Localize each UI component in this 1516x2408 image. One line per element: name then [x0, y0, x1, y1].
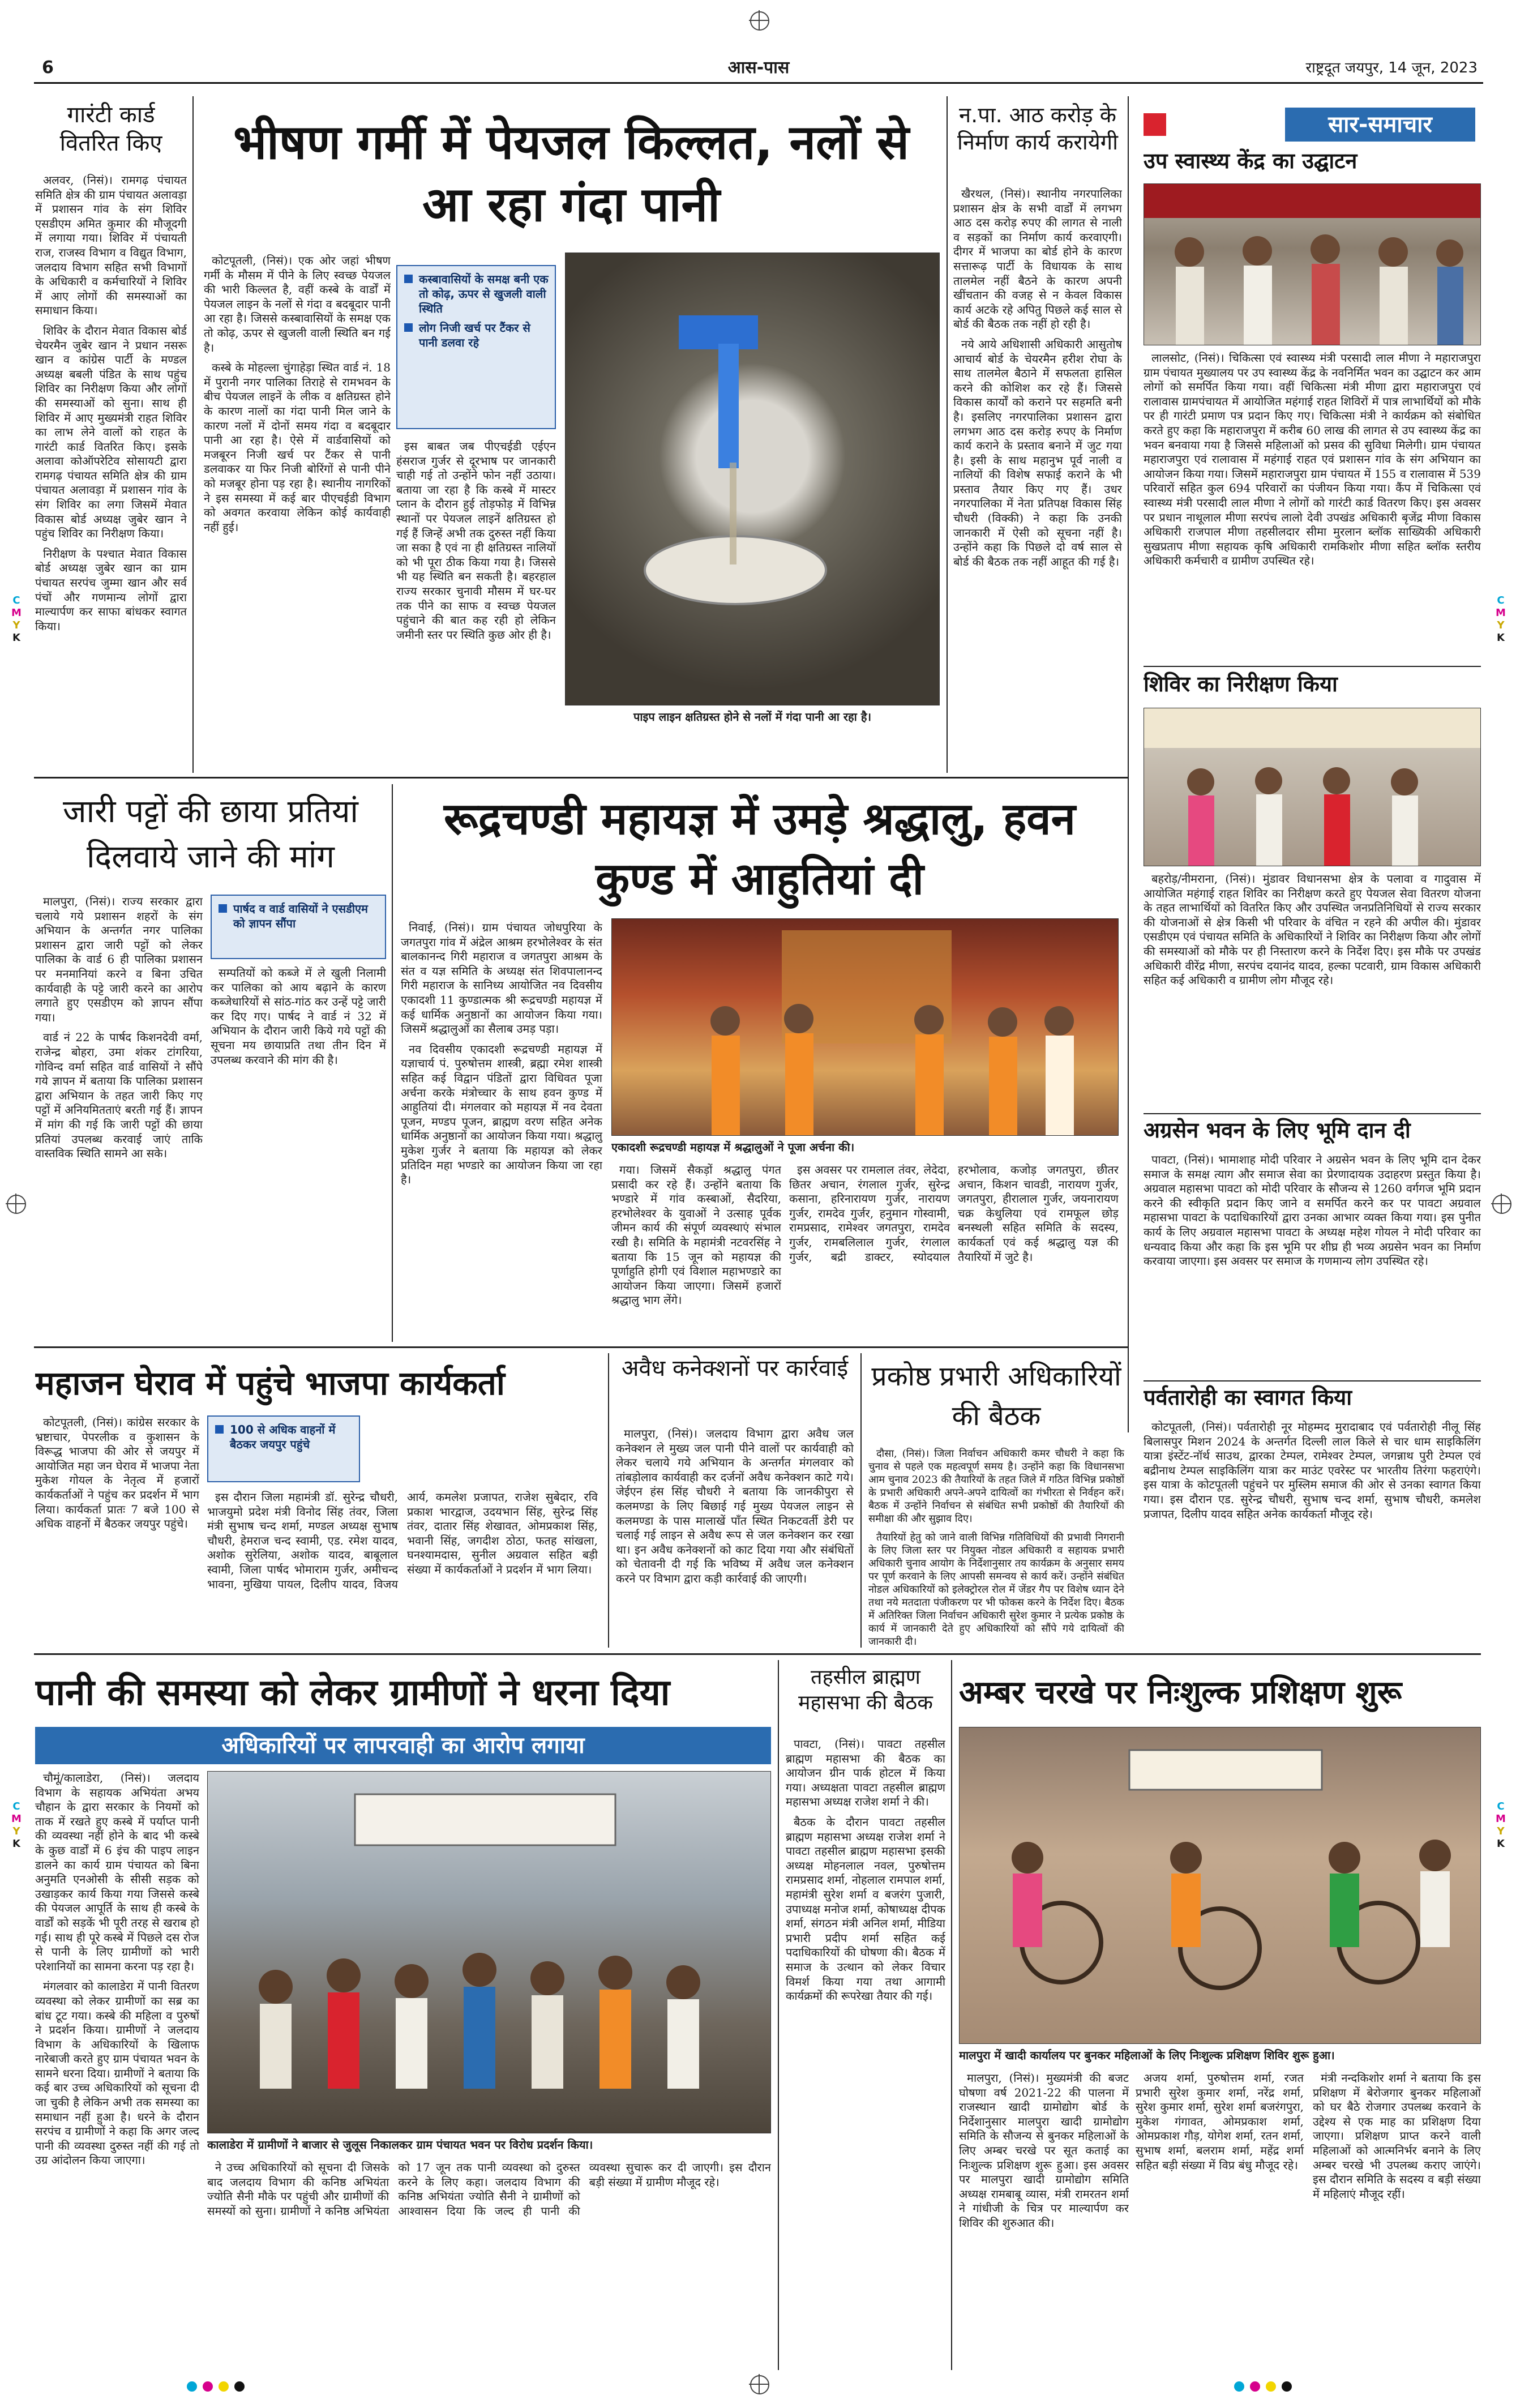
paragraph: शिविर के दौरान मेवात विकास बोर्ड चेयरमैन जुबेर खान ने प्रधान नसरू खान व कांग्रेस पार्टी के मण्डल अध्यक्ष बबली पंडित के साथ पहुंच शिविर का निरीक्षण किया और लोगों की समस्याओं को सुना। साथ ही शिविर में आए मुख्यमंत्री राहत शिविर का लाभ लेने वालों को राहत के गारंटी कार्ड वितरित किए। इसके अलावा कोऑपरेटिव सोसायटी द्वारा रामगढ़ पंचायत समिति क्षेत्र की ग्राम पंचायत अलावड़ा में प्रशासन गांव के संग शिविर का लगा जिसमें मेवात विकास बोर्ड अध्यक्ष जुबेर खान ने पहुंच शिविर का निरीक्षण किया।: [35, 323, 187, 541]
paragraph: पावटा, (निसं)। भामाशाह मोदी परिवार ने अग्रसेन भवन के लिए भूमि दान देकर समाज के समक्ष त्याग और समाज सेवा का प्रेरणादायक उदाहरण प्रस्तुत किया है। अग्रवाल महासभा पावटा को मोदी परिवार के सौजन्य से 1260 वर्गगज भूमि प्रदान करने की स्वीकृति प्रदान किए जाने व समर्पित करने कर पर पावटा अग्रवाल महासभा पावटा के पदाधिकारियों द्वारा उनका आभार व्यक्त किया गया। इस पुनीत कार्य के लिए अग्रवाल महासभा पावटा के अध्यक्ष महेश गोयल ने मोदी परिवार का धन्यवाद किया और कहा कि इस भूमि पर शीघ्र ही भव्य अग्रसेन भवन का निर्माण करवाया जाएगा। इस अवसर पर समाज के गणमान्य लोग उपस्थित रहे।: [1144, 1153, 1481, 1268]
article-ambar-col2: [1136, 2071, 1481, 2370]
headline-lease-copies: जारी पट्टों की छाया प्रतियां दिलवाये जाने की मांग: [63, 793, 358, 875]
paragraph: दौसा, (निसं)। जिला निर्वाचन अधिकारी कमर चौधरी ने कहा कि चुनाव से पहले एक महत्वपूर्ण समय है। उन्होंने कहा कि विधानसभा आम चुनाव 2023 की तैयारियों के तहत जिले में गठित विभिन्न प्रकोष्ठों के प्रभारी अधिकारी अपने-अपने दायित्वों का गंभीरता से निर्वहन करें। बैठक में उन्होंने निर्वाचन से संबंधित सभी प्रकोष्ठों की तैयारियों की समीक्षा की और सुझाव दिए।: [868, 1448, 1124, 1525]
priests-icon: [612, 919, 1119, 1136]
highlight-item: कस्बावासियों के समक्ष बनी एक तो कोढ़, ऊपर से खुजली वाली स्थिति: [404, 272, 549, 316]
paragraph: लालसोट, (निसं)। चिकित्सा एवं स्वास्थ्य मंत्री परसादी लाल मीणा ने महाराजपुरा ग्राम पंचायत मुख्यालय पर उप स्वास्थ्य केंद्र के नवनिर्मित भवन का उद्घाटन कर आम लोगों को समर्पित किया गया। वहीं चिकित्सा मंत्री मीणा द्वारा महाराजपुरा एवं रालावास ग्रामपंचायत में आयोजित महंगाई राहत शिविरों में पात्र लाभार्थियों को मौके पर ही गारंटी प्रमाण पत्र प्रदान किए गए। चिकित्सा मंत्री ने कार्यक्रम को संबोधित करते हुए कहा कि महाराजपुरा में करीब 60 लाख की लागत से उप स्वास्थ्य केंद्र का भवन बनवाया गया है जिससे महिलाओं को प्रसव की सुविधा मिलेगी। ग्राम पंचायत महाराजपुरा एवं रालावास में महंगाई राहत एवं प्रशासन गांव के संग अभियान का आयोजन किया गया। जिसमें महाराजपुरा ग्राम पंचायत में 155 व रालावास में 539 परिवारों सहित कुल 694 परिवारों का पंजीयन किया गया। कैंप में चिकित्सा एवं स्वास्थ्य मंत्री परसादी लाल मीणा ने लोगों को गारंटी कार्ड वितरण किए। इस अवसर पर प्रधान नाथूलाल मीणा सरपंच लालो देवी उपखंड अधिकारी बृजेंद्र मीणा विकास अधिकारी राजपाल मीणा तहसीलदार सीमा मुरलान ब्लॉक साख्यिकी अधिकारी सुखप्रताप मीणा सहायक कृषि अधिकारी रामकिशोर मीणा सहित ब्लॉक स्तरीय अधिकारी कर्मचारी व ग्रामीण उपस्थित रहे।: [1144, 351, 1481, 568]
photo-dharna: [207, 1771, 771, 2133]
paragraph: कोटपूतली, (निसं)। एक ओर जहां भीषण गर्मी के मौसम में पीने के लिए स्वच्छ पेयजल की भारी किल्लत है, वहीं कस्बे के वार्डों में पेयजल लाइन के नलों से गंदा व बदबूदार पानी आ रहा है। जिससे कस्बावासियों के समक्ष एक तो कोढ़, ऊपर से खुजली वाली स्थिति बन गई है।: [204, 254, 391, 354]
article-illegal-conn: [616, 1427, 854, 1648]
cmyk-c: C: [1497, 594, 1505, 606]
cmyk-m: M: [11, 1813, 22, 1825]
cmyk-m: M: [11, 607, 22, 619]
cmyk-strip-left-2: [10, 1800, 23, 1851]
cmyk-k: K: [1497, 1838, 1505, 1850]
cmyk-y: Y: [1497, 1825, 1505, 1837]
tap-icon: [566, 253, 940, 705]
dot-yellow: [1266, 2381, 1276, 2392]
column-divider: [947, 96, 948, 773]
article-lease-col2: [211, 966, 386, 1342]
red-stamp: [1144, 113, 1166, 136]
headline-ambar: अम्बर चरखे पर निःशुल्क प्रशिक्षण शुरू: [959, 1674, 1402, 1711]
dot-yellow: [219, 2381, 229, 2392]
page-number: 6: [42, 58, 54, 78]
article-parvatrohi: [1144, 1420, 1481, 1642]
caption-ambar: मालपुरा में खादी कार्यालय पर बुनकर महिलाओं के लिए निःशुल्क प्रशिक्षण शिविर शुरू हुआ।: [959, 2048, 1335, 2062]
camp-people-icon: [1144, 708, 1481, 866]
section-divider: [1144, 666, 1481, 667]
cmyk-c: C: [12, 594, 20, 606]
paragraph: कोटपूतली, (निसं)। कांग्रेस सरकार के भ्रष्टाचार, पेपरलीक व कुशासन के विरूद्ध भाजपा की ओर से जयपुर में आयोजित महा जन घेराव में भाजपा नेता मुकेश गोयल के नेतृत्व में हजारों कार्यकर्ताओं ने पहुंच कर प्रदर्शन में भाग लिया। कार्यकर्ता प्रातः 7 बजे 100 से अधिक वाहनों में बैठकर जयपुर पहुंचे।: [35, 1415, 199, 1531]
headline-water-crisis: भीषण गर्मी में पेयजल किल्लत, नलों से आ रहा गंदा पानी: [233, 114, 909, 232]
cmyk-strip-left: [10, 594, 23, 645]
caption-yagya: एकादशी रूद्रचण्डी महायज्ञ में श्रद्धालुओं ने पूजा अर्चना की।: [611, 1140, 855, 1154]
cmyk-k: K: [12, 1838, 20, 1850]
article-brahmin-col1: [786, 1737, 945, 2370]
paragraph: कोटपूतली, (निसं)। पर्वतारोही नूर मोहम्मद मुरादाबाद एवं पर्वतारोही नीलू सिंह बिलासपुर मिशन 2024 के अन्तर्गत दिल्ली लाल किले से चार धाम साइकिलिंग यात्रा इंस्टेंट-नॉर्थ साउथ, द्वारका टेम्पल, रामेश्वर टेम्पल, जगन्नाथ पुरी टेम्पल एवं बद्रीनाथ टेम्पल साइकिलिंग यात्रा कर माउंट एवरेस्ट पर भारतीय तिरंगा फहराएंगे। इस यात्रा के कोटपूतली पहुंचने पर मुस्लिम समाज की ओर से उनका स्वागत किया गया। इस दौरान एड. सुरेन्द्र चौधरी, सुभाष चन्द शर्मा, सुभाष चौधरी, कमलेश प्रजापत, दिलीप यादव सहित अनेक कार्यकर्ता मौजूद रहे।: [1144, 1420, 1481, 1521]
article-np-works: [953, 187, 1122, 770]
article-rudrachandi-col1: [401, 921, 602, 1342]
headline-brahmin: तहसील ब्राह्मण महासभा की बैठक: [798, 1666, 933, 1714]
headline-dharna: पानी की समस्या को लेकर ग्रामीणों ने धरना दिया: [35, 1672, 670, 1714]
article-cell-officials: [868, 1447, 1124, 1648]
color-dots-left: [187, 2381, 289, 2395]
photo-dirty-water: [565, 253, 940, 705]
highlight-box-lease: [211, 895, 386, 959]
cmyk-y: Y: [12, 1825, 20, 1837]
dot-cyan: [187, 2381, 197, 2392]
column-divider: [860, 1353, 862, 1648]
paragraph: अजय शर्मा, पुरुषोत्तम शर्मा, रजत प्रभारी सुरेश कुमार शर्मा, नरेंद्र शर्मा, सुरेश कुमार शर्मा, सुरेश शर्मा बजरंगपुरा, मुकेश गंगावत, ओमप्रकाश शर्मा, ओमप्रकाश गौड़, योगेश शर्मा, रतन शर्मा, सुभाष शर्मा, बलराम शर्मा, महेंद्र शर्मा सहित बड़ी संख्या में विप्र बंधु मौजूद रहे।: [1136, 2071, 1304, 2172]
article-water-crisis-col1: [204, 254, 391, 772]
article-dharna-col2: [207, 2161, 771, 2370]
paragraph: गया। जिसमें सैकड़ों श्रद्धालु पंगत प्रसादी कर रहे हैं। उन्होंने बताया कि भण्डारे में गांव कस्बाओं, सैदरिया, हरभोलेश्वर के युवाओं ने उत्साह पूर्वक जीमन कार्य की संपूर्ण व्यवस्थाएं संभाल रखी है। समिति के महामंत्री नटवरसिंह ने बताया कि 15 जून को महायज्ञ की पूर्णाहुति होगी एवं विशाल महाभण्डारे का आयोजन किया जाएगा। जिसमें हजारों श्रद्धालु भाग लेंगे।: [611, 1163, 781, 1307]
article-guarantee: [35, 173, 187, 772]
section-title: आस-पास: [727, 58, 790, 78]
dot-black: [234, 2381, 245, 2392]
paragraph: बैठक के दौरान पावटा तहसील ब्राह्मण महासभा अध्यक्ष राजेश शर्मा ने पावटा तहसील ब्राह्मण महासभा इसकी अध्यक्ष मोहनलाल नवल, पुरुषोत्तम रामप्रसाद शर्मा, नोहलाल रामपाल शर्मा, महामंत्री सुरेश शर्मा व बजरंग पुजारी, उपाध्यक्ष मनोज शर्मा, कोषाध्यक्ष दीपक शर्मा, संगठन मंत्री अनिल शर्मा, मीडिया प्रभारी प्रदीप शर्मा सहित कई पदाधिकारियों की घोषणा की। बैठक में समाज के उत्थान को लेकर विचार विमर्श किया गया तथा आगामी कार्यक्रमों की रूपरेखा तैयार की गई।: [786, 1815, 945, 2003]
caption-dharna: कालाडेरा में ग्रामीणों ने बाजार से जुलूस निकालकर ग्राम पंचायत भवन पर विरोध प्रदर्शन किया।: [207, 2138, 593, 2152]
article-camp-inspection: [1144, 872, 1481, 1110]
cmyk-c: C: [12, 1800, 20, 1812]
column-divider: [778, 1660, 779, 2370]
masthead-bar: [34, 54, 1483, 84]
registration-mark: [750, 11, 769, 31]
highlight-item: 100 से अधिक वाहनों में बैठकर जयपुर पहुंचे: [215, 1422, 353, 1452]
paragraph: मालपुरा, (निसं)। मुख्यमंत्री की बजट घोषणा वर्ष 2021-22 की पालना में राजस्थान खादी ग्रामोद्योग बोर्ड के निर्देशानुसार मालपुरा खादी ग्रामोद्योग समिति के सौजन्य से बुनकर महिलाओं के लिए अम्बर चरखे पर सूत कताई का निःशुल्क प्रशिक्षण शुरू हुआ। इस अवसर पर मालपुरा खादी ग्रामोद्योग समिति अध्यक्ष रामबाबू व्यास, मंत्री रामरतन शर्मा ने गांधीजी के चित्र पर माल्यार्पण कर शिविर की शुरुआत की।: [959, 2071, 1129, 2230]
photo-ambar: [959, 1727, 1481, 2044]
headline-np-works: न.पा. आठ करोड़ के निर्माण कार्य करायेगी: [957, 102, 1119, 155]
dot-black: [1282, 2381, 1292, 2392]
article-land-donation: [1144, 1153, 1481, 1377]
headline-camp-inspection: शिविर का निरीक्षण किया: [1144, 671, 1338, 696]
paragraph: निरीक्षण के पश्चात मेवात विकास बोर्ड अध्यक्ष जुबेर खान का ग्राम पंचायत सरपंच जुम्मा खान और सर्व पंचों और गणमान्य लोगों द्वारा माल्यार्पण कर साफा बांधकर स्वागत किया।: [35, 546, 187, 633]
article-ambar-col1: [959, 2071, 1129, 2370]
paragraph: तैयारियों हेतु को जाने वाली विभिन्न गतिविधियों की प्रभावी निगरानी के लिए जिला स्तर पर नियुक्त नोडल अधिकारी व सहायक प्रभारी अधिकारी चुनाव आयोग के निर्देशानुसार तय कार्यक्रम के अनुसार समय पर पूर्ण करवाने के लिए आपसी समन्वय से कार्य करें। उन्होंने संबंधित नोडल अधिकारियों को इलेक्ट्रोरल रोल में जेंडर गैप पर विशेष ध्यान देने तथा नये मतदाता पंजीकरण पर भी फोकस करने के निर्देश दिए। बैठक में अतिरिक्त जिला निर्वाचन अधिकारी सुरेश कुमार ने प्रत्येक प्रकोष्ठ के कार्य में जानकारी देते हुए अधिकारियों को सौंपे गये दायित्वों की जानकारी दी।: [868, 1532, 1124, 1648]
people-icon: [1144, 184, 1481, 345]
cmyk-m: M: [1496, 1813, 1506, 1825]
highlight-box-water: [396, 265, 556, 429]
article-water-crisis-col2: [396, 439, 556, 771]
subtitle-dharna: अधिकारियों पर लापरवाही का आरोप लगाया: [35, 1727, 771, 1764]
dot-magenta: [1250, 2381, 1260, 2392]
paragraph: वार्ड नं 22 के पार्षद किशनदेवी वर्मा, राजेन्द्र बोहरा, उमा शंकर टांगरिया, गोविन्द वर्मा सहित वार्ड वासियों ने सौंपे गये ज्ञापन में बताया कि पालिका प्रशासन द्वारा अभियान के तहत जारी किए गए पट्टों में अनियमितताएं बरती गई हैं। ज्ञापन में मांग की गई कि जारी पट्टों की छाया प्रतियां उपलब्ध करवाई जाएं ताकि वास्तविक स्थिति सामने आ सके।: [35, 1030, 203, 1161]
paragraph: अलवर, (निसं)। रामगढ़ पंचायत समिति क्षेत्र की ग्राम पंचायत अलावड़ा में प्रशासन गांव के संग शिविर एसडीएम अमित कुमार की मौजूदगी में लगाया गया। शिविर में पंचायती राज, राजस्व विभाग व विद्युत विभाग, जलदाय विभाग सहित सभी विभागों के अधिकारी व कर्मचारियों ने शिविर में आए लोगों की समस्याओं का समाधान किया।: [35, 173, 187, 318]
paragraph: मंत्री नन्दकिशोर शर्मा ने बताया कि इस प्रशिक्षण में बेरोजगार बुनकर महिलाओं को घर बैठे रोजगार उपलब्ध करवाने के उद्देश्य से एक माह का प्रशिक्षण दिया जाएगा। प्रशिक्षण प्राप्त करने वाली महिलाओं को आत्मनिर्भर बनाने के लिए अम्बर चरखे भी उपलब्ध कराए जाएंगे। इस दौरान समिति के सदस्य व बड़ी संख्या में महिलाएं मौजूद रहीं।: [1313, 2071, 1481, 2201]
cmyk-y: Y: [12, 619, 20, 631]
paragraph: निवाई, (निसं)। ग्राम पंचायत जोधपुरिया के जगतपुरा गांव में अंद्रेल आश्रम हरभोलेश्वर के संत बालकानन्द गिरी महाराज व जगतपुरा आश्रम के संत व यज्ञ समिति के अध्यक्ष संत शिवपालानन्द गिरी महाराज के सानिध्य आयोजित नव दिवसीय एकादशी 11 कुण्डात्मक श्री रूद्रचण्डी महायज्ञ में कई धार्मिक अनुष्ठानों का आयोजन किया गया। जिसमें श्रद्धालुओं का सैलाब उमड़ पड़ा।: [401, 921, 602, 1036]
registration-mark: [750, 2375, 769, 2394]
highlight-item: लोग निजी खर्च पर टैंकर से पानी डलवा रहे: [404, 320, 549, 350]
photo-health-center: [1144, 183, 1481, 345]
headline-mahajan: महाजन घेराव में पहुंचे भाजपा कार्यकर्ता: [35, 1364, 505, 1402]
article-mahajan-col1: [35, 1415, 199, 1648]
headline-rudrachandi: रूद्रचण्डी महायज्ञ में उमड़े श्रद्धालु, हवन कुण्ड में आहुतियां दी: [444, 794, 1076, 905]
photo-yagya: [611, 918, 1119, 1136]
paragraph: खैरथल, (निसं)। स्थानीय नगरपालिका प्रशासन क्षेत्र के सभी वार्डों में लगभग आठ दस करोड़ रुपए की लागत से नाली व सड़कों का निर्माण कार्य करवाएगी। दीगर में भाजपा का बोर्ड होने के कारण सत्तारूढ़ पार्टी के विधायक के साथ तालमेल नहीं बैठने के कारण अपनी खींचतान की वजह से न केवल विकास कार्य अटके रहे अपितु पिछले कई साल से बोर्ड की बैठक तक नहीं हो रही है।: [953, 187, 1122, 331]
paragraph: इस दौरान जिला महामंत्री डॉ. सुरेन्द्र चौधरी, भाजयुमो प्रदेश मंत्री विनोद सिंह तंवर, जिला मंत्री सुभाष चन्द शर्मा, मण्डल अध्यक्ष सुभाष चौधरी, हेमराज चन्द स्वामी, एड. रमेश यादव, अशोक सुरेलिया, अशोक यादव, बाबूलाल स्वामी, जिला पार्षद भोमाराम गुर्जर, अमीचन्द भावना, मुखिया पायल, दिलीप यादव, विजय आर्य, कमलेश प्रजापत, राजेश सुबेदार, रवि प्रकाश भारद्वाज, उदयभान सिंह, सुरेन्द्र सिंह तंवर, दातार सिंह शेखावत, ओमप्रकाश सिंह, भवानी सिंह, जगदीश ठोठा, फतह सांखला, घनश्यामदास, सुनील अग्रवाल सहित बड़ी संख्या में कार्यकर्ताओं ने प्रदर्शन में भाग लिया।: [207, 1490, 598, 1591]
cmyk-m: M: [1496, 607, 1506, 619]
paragraph: नव दिवसीय एकादशी रूद्रचण्डी महायज्ञ में यज्ञाचार्य पं. पुरुषोत्तम शास्त्री, ब्रह्मा रमेश शास्त्री सहित कई विद्वान पंडितों द्वारा विधिवत पूजा अर्चना करके मंत्रोच्चार के साथ हवन कुण्ड में आहुतियां दी। मंगलवार को महायज्ञ में नव देवता पूजन, मण्डप पूजन, ब्राह्मण वरण सहित अनेक धार्मिक अनुष्ठानों का आयोजन किया गया। श्रद्धालु मुकेश गुर्जर ने बताया कि महायज्ञ को लेकर प्रतिदिन महा भण्डारे का आयोजन किया जा रहा है।: [401, 1042, 602, 1187]
news-briefs-label: सार-समाचार: [1285, 108, 1475, 142]
column-divider: [192, 96, 194, 773]
paragraph: बहरोड़/नीमराना, (निसं)। मुंडावर विधानसभा क्षेत्र के पलावा व गादुवास में आयोजित महंगाई राहत शिविर का निरीक्षण करते हुए पेयजल सेवा वितरण योजना के तहत लाभार्थियों को वितरित किए और उपस्थित जनप्रतिनिधियों से राज्य सरकार की योजनाओं से क्षेत्र किसी भी परिवार के वंचित न रहने की अपील की। मुंडावर एसडीएम एवं पंचायत समिति के अधिकारियों ने शिविर का निरीक्षण किया और लोगों की समस्याओं को मौके पर ही निस्तारण करने के निर्देश दिए। इस मौके पर उपखंड अधिकारी वीरेंद्र मीणा, सरपंच दयानंद यादव, हल्का पटवारी, ग्राम विकास अधिकारी सहित कई अधिकारी व ग्रामीण लोग मौजूद रहे।: [1144, 872, 1481, 987]
registration-mark: [7, 1195, 26, 1214]
photo-camp: [1144, 708, 1481, 866]
paragraph: पावटा, (निसं)। पावटा तहसील ब्राह्मण महासभा की बैठक का आयोजन ग्रीन पार्क होटल में किया गया। अध्यक्षता पावटा तहसील ब्राह्मण महासभा अध्यक्ष राजेश शर्मा ने की।: [786, 1737, 945, 1809]
paragraph: ने उच्च अधिकारियों को सूचना दी जिसके बाद जलदाय विभाग की कनिष्ठ अभियंता ज्योति सैनी मौके पर पहुंची और ग्रामीणों की समस्यों को सुना। ग्रामीणों ने कनिष्ठ अभियंता को 17 जून तक पानी व्यवस्था को दुरुस्त करने के लिए कहा। जलदाय विभाग की कनिष्ठ अभियंता ज्योति सैनी ने ग्रामीणों को आश्वासन दिया कि जल्द ही पानी की व्यवस्था सुचारू कर दी जाएगी। इस दौरान बड़ी संख्या में ग्रामीण मौजूद रहे।: [207, 2161, 771, 2218]
paragraph: मंगलवार को कालाडेरा में पानी वितरण व्यवस्था को लेकर ग्रामीणों का सब्र का बांध टूट गया। कस्बे की महिला व पुरुषों ने प्रदर्शन किया। ग्रामीणों ने जलदाय विभाग के अधिकारियों के खिलाफ नारेबाजी करते हुए ग्राम पंचायत भवन के सामने धरना दिया। ग्रामीणों ने बताया कि कई बार उच्च अधिकारियों को सूचना दी जा चुकी है लेकिन अभी तक समस्या का समाधान नहीं हुआ है। धरने के दौरान सरपंच व ग्रामीणों ने कहा कि अगर जल्द पानी की व्यवस्था दुरुस्त नहीं की गई तो उग्र आंदोलन किया जाएगा।: [35, 1979, 199, 2167]
paragraph: इस अवसर पर रामलाल तंवर, लेदेदा, छितर अचान, रंगलाल गुर्जर, सुरेन्द्र कसाना, हरिनारायण गुर्जर, नारायण गुर्जर, रामदेव गुर्जर, हनुमान गोस्वामी, रामप्रसाद, रामेश्वर जगतपुरा, रामदेव गुर्जर, रामबलिलाल गुर्जर, रंगलाल गुर्जर, बद्री डाक्टर, स्योदयाल हरभोलाव, कजोड़ जगतपुरा, छीतर अचान, किशन चावडी, नारायण गुर्जर, जगतपुरा, हीरालाल गुर्जर, जयनारायण चक्र केथुलिया एवं रामफूल छोड़ बनस्थली सहित समिति के सदस्य, कार्यकर्ता एवं कई श्रद्धालु यज्ञ की तैयारियों में जुटे है।: [789, 1163, 1119, 1264]
paragraph: सम्पतियों को कब्जे में ले खुली निलामी कर पालिका को आय बढ़ाने के कारण कब्जेधारियों से सांठ-गांठ कर उन्हें पट्टे जारी कर दिए गए। पार्षद ने वार्ड नं 32 में अभियान के दौरान जारी किये गये पट्टों की सूचना मय छायाप्रति तथा तीन दिन में उपलब्ध करवाने की मांग की है।: [211, 966, 386, 1067]
article-rudrachandi-col2: [611, 1163, 781, 1342]
headline-parvatrohi: पर्वतारोही का स्वागत किया: [1144, 1385, 1352, 1410]
caption-water: पाइप लाइन क्षतिग्रस्त होने से नलों में गंदा पानी आ रहा है।: [633, 710, 872, 724]
article-dharna-col1: [35, 1771, 199, 2370]
color-dots-right: [1234, 2381, 1336, 2395]
paragraph: इस बाबत जब पीएचईडी एईएन हंसराज गुर्जर से दूरभाष पर जानकारी चाही गई तो उन्होंने फोन नहीं उठाया। बताया जा रहा है कि कस्बे में मास्टर प्लान के दौरान हुई तोड़फोड़ में विभिन्न स्थानों पर पेयजल लाइनें क्षतिग्रस्त हो गई हैं जिन्हें अभी तक दुरुस्त नहीं किया जा सका है एवं ना ही क्षतिग्रस्त नालियों को भी पूरा ठीक किया गया है। जिससे भी यह स्थिति बन सकती है। बहरहाल राज्य सरकार चुनावी मौसम में घर-घर तक पीने का साफ व स्वच्छ पेयजल पहुंचाने की बात कह रही हो लेकिन जमीनी स्तर पर स्थिति कुछ ओर ही है।: [396, 439, 556, 641]
row-divider: [34, 1653, 1481, 1655]
article-health-center: [1144, 351, 1481, 660]
article-lease-col1: [35, 895, 203, 1342]
highlight-item: पार्षद व वार्ड वासियों ने एसडीएम को ज्ञापन सौंपा: [219, 901, 379, 931]
news-briefs-label-box: [1144, 106, 1481, 143]
cmyk-y: Y: [1497, 619, 1505, 631]
headline-cell-officials: प्रकोष्ठ प्रभारी अधिकारियों की बैठक: [871, 1361, 1121, 1432]
paragraph: मालपुरा, (निसं)। जलदाय विभाग द्वारा अवैध जल कनेक्शन ले मुख्य जल पानी पीने वालों पर कार्यवाही को लेकर चलाये गये अभियान के अन्तर्गत मंगलवार को तांबड़ोलाव कार्यवाही कर दर्जनों अवैध कनेक्शन काटे गये। जेईएन हंस सिंह चौधरी ने बताया कि जानकीपुरा से कलमण्डा के लिए बिछाई गई मुख्य पेयजल लाइन से कलमण्डा के पास मालाखें पाँत स्थित निकटवर्ती डेरी पर चलाई गई लाइन से अवैध रूप से जल कनेक्शन कर रखा था। इन अवैध कनेक्शनों को काट दिया गया और संबंधितों को चेतावनी दी गई कि भविष्य में अवैध जल कनेक्शन करने पर विभाग द्वारा कड़ी कार्रवाई की जाएगी।: [616, 1427, 854, 1585]
row-divider: [34, 777, 1128, 779]
paragraph: चौमूं/कालाडेरा, (निसं)। जलदाय विभाग के सहायक अभियंता अभय चौहान के द्वारा सरकार के नियमों को ताक में रखते हुए कस्बे में पर्याप्त पानी की व्यवस्था नहीं होने के बाद भी कस्बे के कुछ वार्डों में 6 इंच की पाइप लाइन डालने का कार्य ग्राम पंचायत को बिना अनुमति एनओसी के सीसी सड़क को उखाड़कर कार्य किया गया जिससे कस्बे की पेयजल आपूर्ति के साथ ही कस्बे के वार्डों को सड़कें भी पूरी तरह से खराब हो गई। साथ ही पूरे कस्बे में पिछले दस रोज से पानी के लिए ग्रामीणों को भारी परेशानियों का सामना करना पड़ रहा है।: [35, 1771, 199, 1973]
dot-magenta: [203, 2381, 213, 2392]
paragraph: कस्बे के मोहल्ला चुंगाहेड़ा स्थित वार्ड नं. 18 में पुरानी नगर पालिका तिराहे से रामभवन के बीच पेयजल लाइनें के लीक व क्षतिग्रस्त होने के कारण नालों का गंदा पानी मिल जाने के कारण नलों में दोनों समय गंदा व बदबूदार पानी आ रहा है। ऐसे में वार्डवासियों को मजबूरन निजी खर्च पर टैंकर से पानी डलवाकर या फिर निजी बोरिंगों से पानी पीने को मजबूर होना पड़ रहा है। स्थानीय नागरिकों ने इस समस्या में कई बार पीएचईडी विभाग को अवगत करवाया लेकिन कोई कार्यवाही नहीं हुई।: [204, 361, 391, 534]
cmyk-strip-right-2: [1494, 1800, 1507, 1851]
column-divider: [1128, 96, 1129, 1432]
dot-cyan: [1234, 2381, 1244, 2392]
registration-mark: [1492, 1195, 1511, 1214]
headline-land-donation: अग्रसेन भवन के लिए भूमि दान दी: [1144, 1118, 1411, 1143]
article-rudrachandi-col3: [789, 1163, 1119, 1342]
article-mahajan-col2: [207, 1490, 598, 1648]
cmyk-k: K: [1497, 632, 1505, 644]
spinning-wheel-icon: [960, 1727, 1481, 2044]
edition-date: राष्ट्रदूत जयपुर, 14 जून, 2023: [1305, 59, 1478, 76]
headline-guarantee: गारंटी कार्ड वितरित किए: [59, 102, 162, 156]
headline-illegal-conn: अवैध कनेक्शनों पर कार्रवाई: [621, 1355, 849, 1382]
column-divider: [392, 784, 393, 1342]
paragraph: मालपुरा, (निसं)। राज्य सरकार द्वारा चलाये गये प्रशासन शहरों के संग अभियान के अन्तर्गत नगर पालिका प्रशासन द्वारा जारी पट्टों को लेकर पालिका के वार्ड 6 ही पालिका प्रशासन पर मनमानियां करने व बिना उचित कार्यवाही के पट्टे जारी करने का आरोप लगाते हुए एसडीएम को ज्ञापन सौंपा गया।: [35, 895, 203, 1024]
column-divider: [608, 1353, 609, 1648]
headline-health-center: उप स्वास्थ्य केंद्र का उद्घाटन: [1144, 148, 1357, 173]
protest-crowd-icon: [208, 1772, 771, 2133]
highlight-box-mahajan: [207, 1415, 360, 1482]
row-divider: [34, 1346, 1128, 1348]
section-divider: [1144, 1380, 1481, 1382]
column-divider: [951, 1660, 952, 2370]
cmyk-c: C: [1497, 1800, 1505, 1812]
paragraph: नये आये अधिशासी अधिकारी आसुतोष आचार्य बोर्ड के चेयरमैन हरीश रोघा के साथ तालमेल बैठाने में सफलता हासिल करने की कोशिश कर रहे हैं। जिससे विकास कार्यों को कराने पर सहमति बनी है। इसलिए नगरपालिका प्रशासन द्वारा लगभग आठ दस करोड़ रुपए के निर्माण कार्य कराने के प्रस्ताव बनाने में जुट गया है। इसी के साथ महानुभ पूर्व नाली व नालियों की विशेष सफाई कराने के भी प्रस्ताव तैयार किए गए हैं। उधर नगरपालिका में नेता प्रतिपक्ष विकास सिंह चौधरी (विक्की) ने कहा कि उनकी जानकारी में ऐसी को सूचना नहीं है। उन्होंने कहा कि पिछले दो वर्ष साल से बोर्ड की बैठक तक नहीं आहूत की गई है।: [953, 337, 1122, 568]
cmyk-strip-right: [1494, 594, 1507, 645]
cmyk-k: K: [12, 632, 20, 644]
section-divider: [1144, 1113, 1481, 1114]
